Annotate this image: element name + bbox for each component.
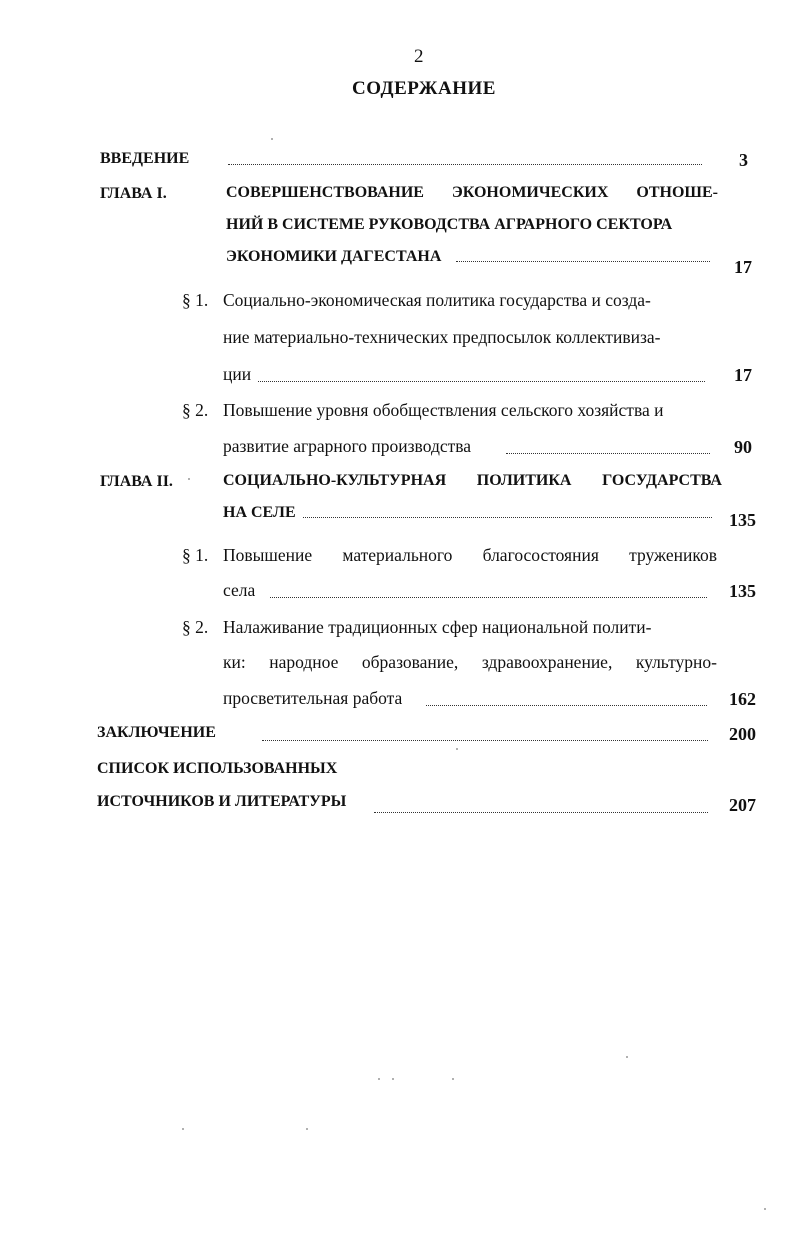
toc-section-1-2-page: 90	[734, 437, 752, 457]
toc-section-2-2-line3: просветительная работа	[223, 688, 403, 708]
page-number: 2	[414, 46, 424, 67]
toc-chapter2-label: ГЛАВА II.	[100, 473, 173, 490]
word: ки:	[223, 652, 246, 672]
word: Повышение	[223, 545, 313, 565]
toc-chapter1-page: 17	[734, 257, 752, 277]
toc-chapter1-title-line1	[226, 184, 718, 202]
word: ГОСУДАРСТВА	[602, 472, 722, 489]
word: культурно-	[635, 652, 717, 672]
toc-section-2-1-leader	[270, 597, 707, 598]
toc-sources-leader	[374, 812, 708, 813]
toc-section-2-2-leader	[426, 705, 707, 706]
toc-section-number: § 1.	[182, 290, 209, 310]
toc-section-2-1-line2: села	[223, 580, 256, 600]
scan-speck	[271, 138, 273, 140]
word: тружеников	[629, 545, 717, 565]
toc-conclusion-label: ЗАКЛЮЧЕНИЕ	[97, 724, 216, 741]
scan-speck	[626, 1056, 628, 1058]
word: здравоохранение,	[481, 652, 613, 672]
toc-conclusion-leader	[262, 740, 708, 741]
toc-chapter1-leader	[456, 261, 710, 262]
toc-section-2-2-line2	[223, 652, 717, 673]
toc-sources-page: 207	[729, 795, 756, 815]
toc-sources-line2: ИСТОЧНИКОВ И ЛИТЕРАТУРЫ	[97, 793, 347, 810]
scan-speck	[182, 1128, 184, 1130]
toc-chapter2-page: 135	[729, 510, 756, 530]
word: образование,	[361, 652, 459, 672]
toc-section-1-1-page: 17	[734, 365, 752, 385]
scan-speck	[306, 1128, 308, 1130]
word: благосостояния	[482, 545, 599, 565]
scan-speck	[188, 478, 190, 480]
toc-intro-label: ВВЕДЕНИЕ	[100, 150, 190, 167]
word: ПОЛИТИКА	[476, 472, 572, 489]
toc-section-number: § 2.	[182, 400, 209, 420]
toc-chapter2-title-line2: НА СЕЛЕ	[223, 504, 296, 521]
page-title: СОДЕРЖАНИЕ	[352, 78, 496, 99]
toc-chapter1-label: ГЛАВА I.	[100, 185, 167, 202]
toc-section-number: § 1.	[182, 545, 209, 565]
word: ЭКОНОМИЧЕСКИХ	[451, 184, 609, 201]
toc-sources-line1: СПИСОК ИСПОЛЬЗОВАННЫХ	[97, 760, 338, 777]
scan-speck	[392, 1078, 394, 1080]
toc-conclusion-page: 200	[729, 724, 756, 744]
toc-chapter1-title-line2: НИЙ В СИСТЕМЕ РУКОВОДСТВА АГРАРНОГО СЕКТОРА	[226, 216, 673, 233]
scan-speck	[452, 1078, 454, 1080]
scan-speck	[456, 748, 458, 750]
word: ОТНОШЕ-	[636, 184, 718, 201]
toc-intro-leader	[228, 164, 702, 165]
toc-chapter1-title-line3: ЭКОНОМИКИ ДАГЕСТАНА	[226, 248, 442, 265]
word: материального	[342, 545, 453, 565]
toc-chapter2-title-line1	[223, 472, 722, 490]
word: СОВЕРШЕНСТВОВАНИЕ	[226, 184, 424, 201]
scan-speck	[764, 1208, 766, 1210]
toc-section-2-2-page: 162	[729, 689, 756, 709]
word: народное	[269, 652, 339, 672]
toc-intro-page: 3	[739, 150, 748, 170]
toc-section-2-1-page: 135	[729, 581, 756, 601]
toc-section-number: § 2.	[182, 617, 209, 637]
toc-section-1-2-line2: развитие аграрного производства	[223, 436, 472, 456]
scan-speck	[378, 1078, 380, 1080]
toc-chapter2-leader	[303, 517, 712, 518]
toc-section-2-1-line1	[223, 545, 717, 566]
toc-section-1-1-line1: Социально-экономическая политика государства и созда-	[223, 290, 651, 310]
toc-section-1-1-leader	[258, 381, 705, 382]
toc-section-1-1-line2: ние материально-технических предпосылок коллективиза-	[223, 327, 661, 347]
toc-section-1-1-line3: ции	[223, 364, 252, 384]
word: СОЦИАЛЬНО-КУЛЬТУРНАЯ	[223, 472, 447, 489]
toc-section-2-2-line1: Налаживание традиционных сфер национальной полити-	[223, 617, 652, 637]
toc-section-1-2-leader	[506, 453, 710, 454]
toc-section-1-2-line1: Повышение уровня обобществления сельского хозяйства и	[223, 400, 664, 420]
